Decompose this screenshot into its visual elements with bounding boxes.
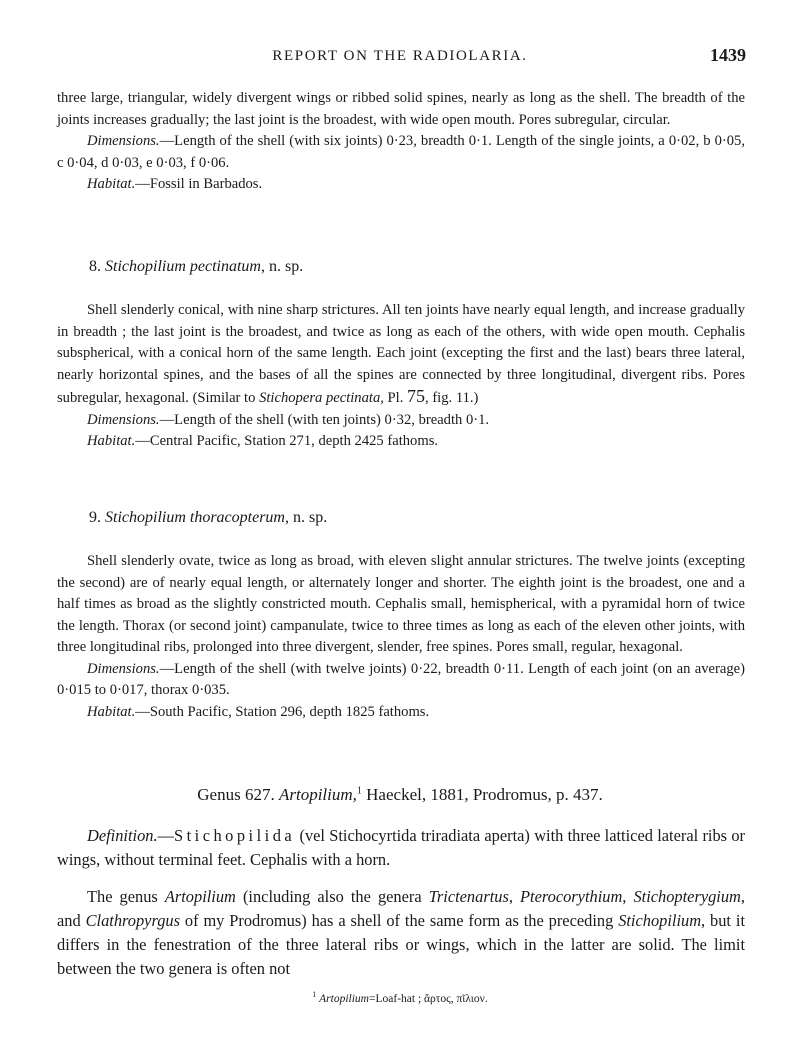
running-head [0,45,800,72]
species-8-dimensions [57,410,745,432]
genus-ref: Pterocorythium [520,887,623,906]
paragraph-text: , [622,887,634,906]
species-suffix: , n. sp. [260,258,304,275]
habitat-label: Habitat. [87,176,136,192]
paragraph-text: The genus [87,887,165,906]
species-8-heading [89,258,303,276]
genus-ref: Clathropyrgus [85,911,180,930]
paragraph-text: , [508,887,521,906]
genus-body [57,824,745,981]
species-number: 8. [89,258,101,275]
plate-reference-name: Stichopera pectinata [259,390,381,406]
footnote-marker: 1 [312,990,317,999]
species-9-heading [89,509,327,527]
dimensions-text: —Length of the shell (with twelve joints) 0·22, breadth 0·11. Length of each joint (on an average) 0·015 to 0·017, thorax 0·035. [57,660,745,698]
species-8-habitat [57,431,745,453]
genus-name: Artopilium, [278,785,357,804]
description-text: , Pl. [380,390,408,406]
carryover-habitat [57,174,745,196]
paragraph-text: , but it differs in the fenestration of the three lateral ribs or wings, which in the latter are solid. The limit between the two genera is often not [57,911,745,978]
genus-name-ref: Artopilium [164,887,236,906]
definition-text: (vel Stichocyrtida triradiata aperta) with three latticed lateral ribs or wings, without terminal feet. Cephalis with a horn. [57,826,745,869]
species-9-dimensions [57,659,745,702]
dimensions-text: —Length of the shell (with ten joints) 0·32, breadth 0·1. [159,411,490,428]
carryover-text: three large, triangular, widely divergent wings or ribbed solid spines, nearly as long as the shell. The breadth of the joints increases gradually; the last joint is the broadest, with wide open mouth. Pores subregular, circular. [57,90,745,128]
paragraph-text: of my Prodromus) has a shell of the same form as the preceding [179,911,619,930]
species-number: 9. [89,509,101,526]
habitat-label: Habitat. [87,703,136,720]
carryover-block [57,88,745,196]
genus-heading [0,785,800,805]
habitat-label: Habitat. [87,433,136,449]
habitat-text: —Fossil in Barbados. [135,176,263,192]
species-8-description [57,300,745,410]
species-9-habitat [57,702,745,724]
carryover-dimensions [57,131,745,174]
description-text: , fig. 11.) [425,390,479,406]
genus-ref: Stichopterygium [633,887,741,906]
genus-ref: Stichopilium [618,911,702,930]
genus-ref: Trictenartus [428,887,509,906]
dimensions-label: Dimensions. [87,411,160,428]
genus-prefix: Genus 627. [197,785,275,804]
species-8-body [57,300,745,453]
definition-family: Stichopilida [173,826,296,845]
species-name: Stichopilium thoracopterum [105,509,285,526]
habitat-text: —Central Pacific, Station 271, depth 2425 fathoms. [135,433,439,449]
plate-number: 75 [407,386,426,406]
species-9-body [57,551,745,723]
genus-authority: Haeckel, 1881, Prodromus, p. 437. [366,785,603,804]
definition-dash: — [157,826,174,845]
page-number: 1439 [710,45,746,65]
genus-paragraph [57,885,745,981]
description-text: Shell slenderly conical, with nine sharp strictures. All ten joints have nearly equal length, and increase gradually in breadth ; the last joint is the broadest, and twice as long as each of the others, with wide open mouth. Cephalis subspherical, with a conical horn of the same length. Each joint (excepting the first and the last) bears three lateral, nearly horizontal spines, and the bases of all the spines are connected by three longitudinal, divergent ribs. Pores subregular, hexagonal. (Similar to [57,302,745,406]
species-name: Stichopilium pectinatum [105,258,261,275]
dimensions-label: Dimensions. [87,133,160,149]
species-9-description: Shell slenderly ovate, twice as long as broad, with eleven slight annular strictures. The twelve joints (excepting the second) are of nearly equal length, or alternately longer and shorter. The eighth joint is the broadest, one and a half times as broad as the slightly constricted mouth. Cephalis small, hemispherical, with a pyramidal horn of twice the length. Thorax (or second joint) campanulate, twice to three times as long as each of the eleven other joints, with three longitudinal ribs, prolonged into three divergent, slender, free spines. Pores small, regular, hexagonal. [57,553,745,655]
habitat-text: —South Pacific, Station 296, depth 1825 fathoms. [135,703,430,720]
species-suffix: , n. sp. [284,509,328,526]
definition-label: Definition. [87,826,158,845]
footnote-term: Artopilium [319,992,369,1005]
running-title: REPORT ON THE RADIOLARIA. [272,48,528,64]
genus-definition [57,824,745,872]
dimensions-text: —Length of the shell (with six joints) 0·23, breadth 0·1. Length of the single joints, a 0·02, b 0·05, c 0·04, d 0·03, e 0·03, f 0·06. [57,133,745,171]
footnote-text: =Loaf-hat ; ἄρτος, πῖλιον. [369,992,488,1005]
footnote-marker: 1 [356,785,362,797]
paragraph-text: , and [57,887,745,930]
paragraph-text: (including also the genera [235,887,429,906]
dimensions-label: Dimensions. [87,660,160,677]
footnote [0,990,800,1005]
